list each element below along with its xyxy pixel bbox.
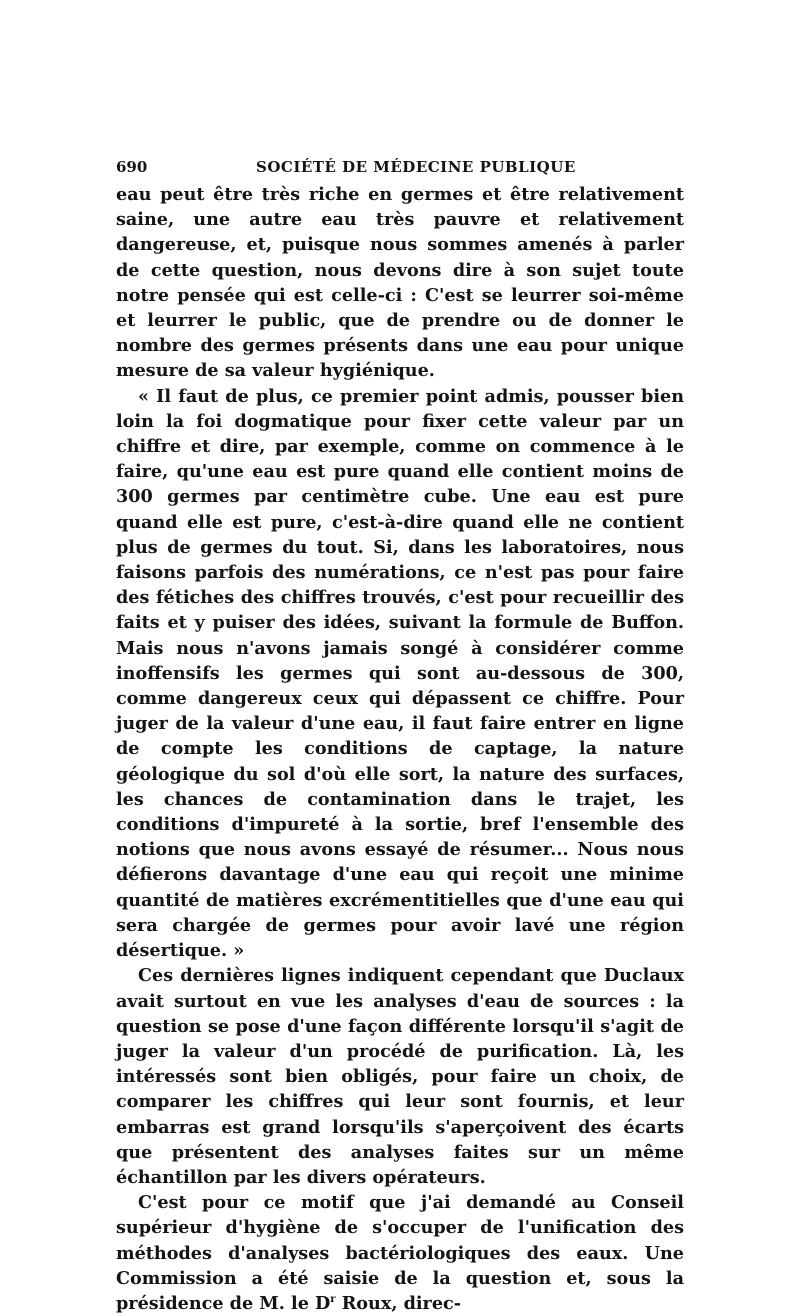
body-text bbox=[116, 182, 684, 1316]
page-header bbox=[116, 152, 684, 182]
book-page bbox=[116, 152, 684, 1316]
paragraph-continued: eau peut être très riche en germes et être relativement saine, une autre eau très pauvre et relativement dangereuse, et, puisque nous sommes amenés à parler de cette question, nous devons dire à son sujet toute notre pensée qui est celle-ci : C'est se leurrer soi-même et leurrer le public, que de prendre ou de donner le nombre des germes présents dans une eau pour unique mesure de sa valeur hygiénique. bbox=[116, 184, 684, 382]
paragraph-commission-text: C'est pour ce motif que j'ai demandé au Conseil supérieur d'hygiène de s'occuper de l'unification des méthodes d'analyses bactériologiques des eaux. Une Commission a été saisie de la question et, sous la présidence de M. le D bbox=[116, 1192, 684, 1314]
page-number: 690 bbox=[116, 158, 148, 176]
paragraph-duclaux: Ces dernières lignes indiquent cependant que Duclaux avait surtout en vue les analyses d'eau de sources : la question se pose d'une façon différente lorsqu'il s'agit de juger la valeur d'un procédé de purification. Là, les intéressés sont bien obligés, pour faire un choix, de comparer les chiffres qui leur sont fournis, et leur embarras est grand lorsqu'ils s'aperçoivent des écarts que présentent des analyses faites sur un même échantillon par les divers opérateurs. bbox=[116, 965, 684, 1188]
paragraph-commission bbox=[116, 1190, 684, 1316]
doctor-superscript: r bbox=[330, 1294, 336, 1306]
paragraph-quotation: « Il faut de plus, ce premier point admis, pousser bien loin la foi dogmatique pour fixer cette valeur par un chiffre et dire, par exemple, comme on commence à le faire, qu'une eau est pure quand elle contient moins de 300 germes par centimètre cube. Une eau est pure quand elle est pure, c'est-à-dire quand elle ne contient plus de germes du tout. Si, dans les laboratoires, nous faisons parfois des numérations, ce n'est pas pour faire des fétiches des chiffres trouvés, c'est pour recueillir des faits et y puiser des idées, suivant la formule de Buffon. Mais nous n'avons jamais songé à considérer comme inoffensifs les germes qui sont au-dessous de 300, comme dangereux ceux qui dépassent ce chiffre. Pour juger de la valeur d'une eau, il faut faire entrer en ligne de compte les conditions de captage, la nature géologique du sol d'où elle sort, la nature des surfaces, les chances de contamination dans le trajet, les conditions d'impureté à la sortie, bref l'ensemble des notions que nous avons essayé de résumer... Nous nous défierons davantage d'une eau qui reçoit une minime quantité de matières excrémentitielles que d'une eau qui sera chargée de germes pour avoir lavé une région désertique. » bbox=[116, 385, 684, 962]
paragraph-commission-tail: Roux, direc- bbox=[335, 1292, 462, 1314]
running-title: SOCIÉTÉ DE MÉDECINE PUBLIQUE bbox=[256, 158, 576, 176]
